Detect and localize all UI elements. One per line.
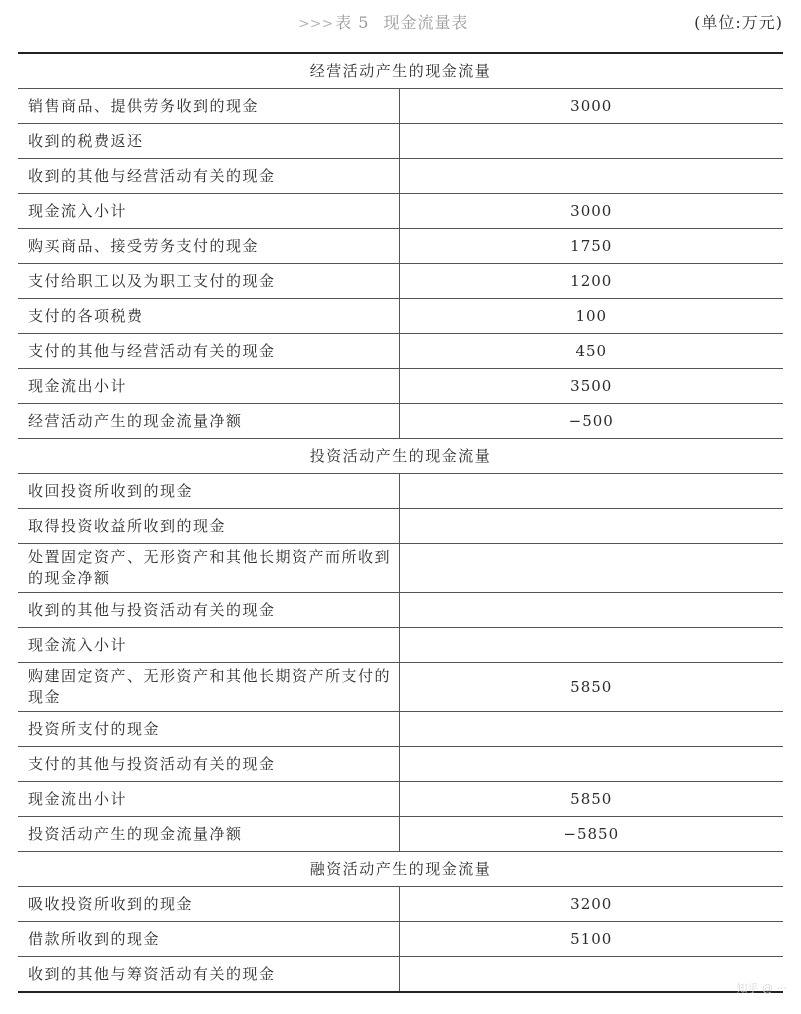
table-row bbox=[18, 509, 783, 544]
table-row bbox=[18, 264, 783, 299]
table-row bbox=[18, 747, 783, 782]
line-item-amount bbox=[399, 957, 783, 993]
table-row bbox=[18, 782, 783, 817]
cash-flow-table-body bbox=[18, 53, 783, 992]
table-title bbox=[298, 10, 469, 33]
table-row bbox=[18, 957, 783, 993]
line-item-amount: 5850 bbox=[399, 663, 783, 712]
table-row bbox=[18, 229, 783, 264]
section-header-row bbox=[18, 53, 783, 89]
line-item-label: 收回投资所收到的现金 bbox=[18, 474, 399, 509]
table-row bbox=[18, 628, 783, 663]
table-row bbox=[18, 299, 783, 334]
line-item-label: 投资所支付的现金 bbox=[18, 712, 399, 747]
line-item-amount bbox=[399, 124, 783, 159]
line-item-label: 现金流出小计 bbox=[18, 369, 399, 404]
table-row bbox=[18, 663, 783, 712]
table-caption bbox=[0, 0, 801, 50]
line-item-label: 收到的其他与投资活动有关的现金 bbox=[18, 593, 399, 628]
line-item-label: 取得投资收益所收到的现金 bbox=[18, 509, 399, 544]
line-item-label: 经营活动产生的现金流量净额 bbox=[18, 404, 399, 439]
table-name: 现金流量表 bbox=[383, 13, 469, 32]
line-item-label: 购买商品、接受劳务支付的现金 bbox=[18, 229, 399, 264]
table-row bbox=[18, 712, 783, 747]
line-item-label: 投资活动产生的现金流量净额 bbox=[18, 817, 399, 852]
section-header-row bbox=[18, 852, 783, 887]
line-item-amount bbox=[399, 474, 783, 509]
table-row bbox=[18, 922, 783, 957]
line-item-amount: −500 bbox=[399, 404, 783, 439]
line-item-label: 吸收投资所收到的现金 bbox=[18, 887, 399, 922]
line-item-label: 购建固定资产、无形资产和其他长期资产所支付的现金 bbox=[18, 663, 399, 712]
line-item-amount: 450 bbox=[399, 334, 783, 369]
table-row bbox=[18, 194, 783, 229]
line-item-amount: 100 bbox=[399, 299, 783, 334]
line-item-amount bbox=[399, 509, 783, 544]
line-item-amount bbox=[399, 159, 783, 194]
line-item-label: 收到的其他与筹资活动有关的现金 bbox=[18, 957, 399, 993]
table-row bbox=[18, 404, 783, 439]
table-number: 表 5 bbox=[335, 13, 370, 32]
line-item-amount: 1200 bbox=[399, 264, 783, 299]
line-item-amount bbox=[399, 747, 783, 782]
line-item-label: 支付的其他与经营活动有关的现金 bbox=[18, 334, 399, 369]
section-title: 经营活动产生的现金流量 bbox=[18, 53, 783, 89]
line-item-amount: 1750 bbox=[399, 229, 783, 264]
line-item-amount: 3200 bbox=[399, 887, 783, 922]
section-header-row bbox=[18, 439, 783, 474]
table-row bbox=[18, 124, 783, 159]
line-item-label: 现金流入小计 bbox=[18, 194, 399, 229]
table-row bbox=[18, 817, 783, 852]
line-item-amount bbox=[399, 544, 783, 593]
caption-arrows: >>> bbox=[298, 16, 334, 32]
section-title: 融资活动产生的现金流量 bbox=[18, 852, 783, 887]
line-item-amount: 3000 bbox=[399, 194, 783, 229]
table-row bbox=[18, 334, 783, 369]
line-item-label: 现金流入小计 bbox=[18, 628, 399, 663]
table-row bbox=[18, 89, 783, 124]
line-item-amount bbox=[399, 712, 783, 747]
line-item-amount bbox=[399, 593, 783, 628]
table-row bbox=[18, 593, 783, 628]
section-title: 投资活动产生的现金流量 bbox=[18, 439, 783, 474]
line-item-label: 处置固定资产、无形资产和其他长期资产而所收到的现金净额 bbox=[18, 544, 399, 593]
watermark: 知乎 @ ··· bbox=[736, 982, 787, 995]
line-item-amount bbox=[399, 628, 783, 663]
line-item-label: 支付的各项税费 bbox=[18, 299, 399, 334]
line-item-label: 收到的其他与经营活动有关的现金 bbox=[18, 159, 399, 194]
table-row bbox=[18, 887, 783, 922]
table-row bbox=[18, 474, 783, 509]
line-item-amount: 5850 bbox=[399, 782, 783, 817]
unit-label: (单位:万元) bbox=[694, 13, 783, 32]
line-item-label: 收到的税费返还 bbox=[18, 124, 399, 159]
line-item-amount: −5850 bbox=[399, 817, 783, 852]
line-item-label: 借款所收到的现金 bbox=[18, 922, 399, 957]
cash-flow-table bbox=[18, 52, 783, 993]
line-item-label: 现金流出小计 bbox=[18, 782, 399, 817]
line-item-amount: 5100 bbox=[399, 922, 783, 957]
line-item-amount: 3000 bbox=[399, 89, 783, 124]
line-item-label: 销售商品、提供劳务收到的现金 bbox=[18, 89, 399, 124]
line-item-amount: 3500 bbox=[399, 369, 783, 404]
table-row bbox=[18, 159, 783, 194]
table-row bbox=[18, 544, 783, 593]
line-item-label: 支付的其他与投资活动有关的现金 bbox=[18, 747, 399, 782]
table-row bbox=[18, 369, 783, 404]
line-item-label: 支付给职工以及为职工支付的现金 bbox=[18, 264, 399, 299]
